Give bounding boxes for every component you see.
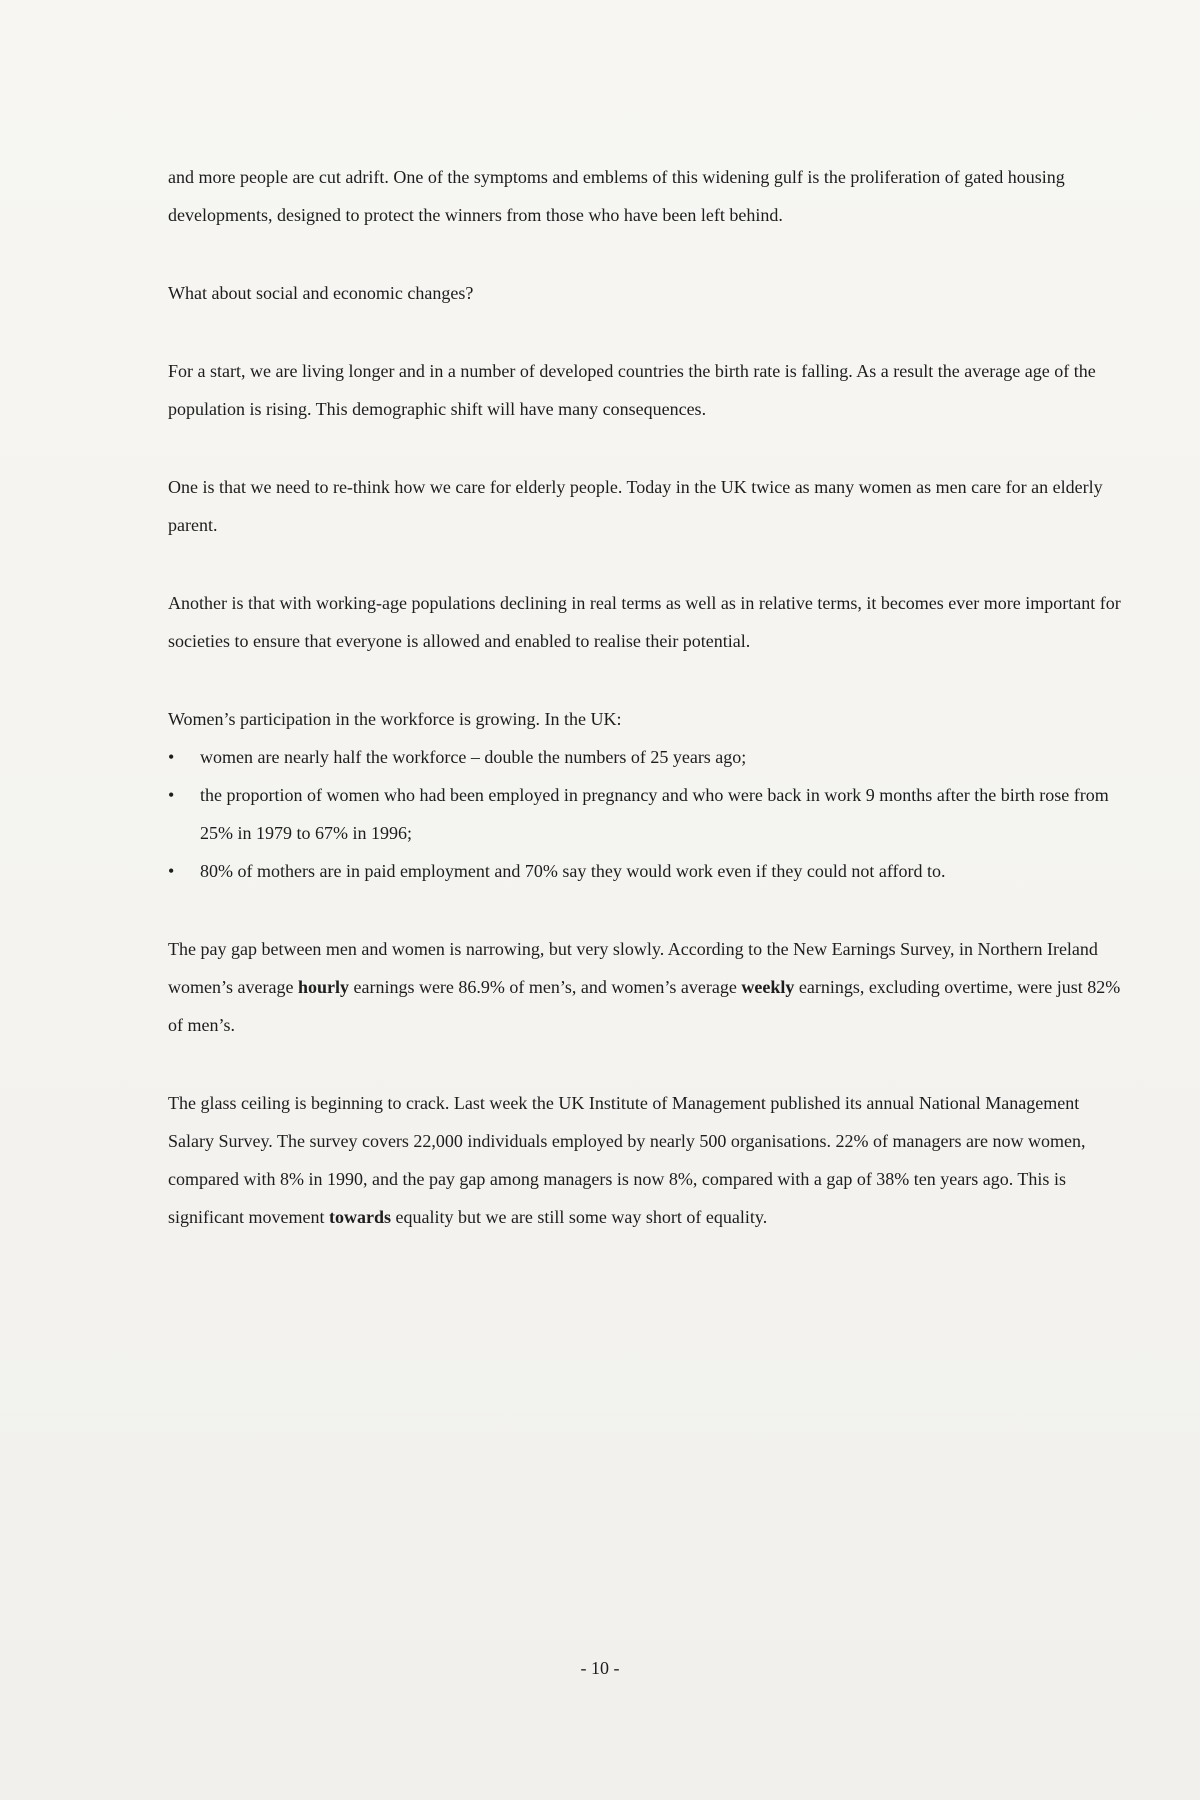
paragraph-working-age: Another is that with working-age populations declining in real terms as well as in relative terms, it becomes ever more important for societies to ensure that everyone is allowed and enabled to realise their potential. <box>168 593 1121 651</box>
pay-gap-bold-weekly: weekly <box>741 977 795 997</box>
paragraph-women-participation: Women’s participation in the workforce is growing. In the UK: <box>168 709 622 729</box>
list-item <box>168 852 1128 890</box>
list-item <box>168 776 1128 852</box>
list-item-text: the proportion of women who had been employed in pregnancy and who were back in work 9 months after the birth rose from 25% in 1979 to 67% in 1996; <box>200 785 1109 843</box>
document-body <box>168 158 1128 1276</box>
list-item-text: 80% of mothers are in paid employment and 70% say they would work even if they could not afford to. <box>200 861 946 881</box>
women-workforce-list <box>168 738 1128 890</box>
page-number: - 10 - <box>580 1658 620 1678</box>
glass-ceiling-text-2: equality but we are still some way short of equality. <box>390 1207 768 1227</box>
paragraph-gated-housing: and more people are cut adrift. One of the symptoms and emblems of this widening gulf is the proliferation of gated housing developments, designed to protect the winners from those who have been left behind. <box>168 167 1065 225</box>
bullet-icon: • <box>168 747 175 767</box>
paragraph-elderly-care: One is that we need to re-think how we care for elderly people. Today in the UK twice as many women as men care for an elderly parent. <box>168 477 1103 535</box>
paragraph-glass-ceiling <box>168 1084 1128 1236</box>
pay-gap-text-2: earnings were 86.9% of men’s, and women’s average <box>348 977 742 997</box>
bullet-icon: • <box>168 785 175 805</box>
glass-ceiling-bold-towards: towards <box>328 1207 391 1227</box>
glass-ceiling-text-1: The glass ceiling is beginning to crack. Last week the UK Institute of Management published its annual National Management Salary Survey. The survey covers 22,000 individuals employed by nearly 500 organisations. 22% of managers are now women, compared with 8% in 1990, and the pay gap among managers is now 8%, compared with a gap of 38% ten years ago. This is significant movement <box>168 1093 1086 1227</box>
pay-gap-bold-hourly: hourly <box>297 977 349 997</box>
list-item <box>168 738 1128 776</box>
pay-gap-text-1: The pay gap between men and women is narrowing, but very slowly. According to the New Earnings Survey, in Northern Ireland women’s average <box>168 939 1098 997</box>
paragraph-social-economic-question: What about social and economic changes? <box>168 283 474 303</box>
list-item-text: women are nearly half the workforce – double the numbers of 25 years ago; <box>200 747 747 767</box>
paragraph-pay-gap <box>168 930 1128 1044</box>
pay-gap-text-3: earnings, excluding overtime, were just 82% of men’s. <box>168 977 1121 1035</box>
paragraph-demographic-shift: For a start, we are living longer and in a number of developed countries the birth rate is falling. As a result the average age of the population is rising. This demographic shift will have many consequences. <box>168 361 1096 419</box>
bullet-icon: • <box>168 861 175 881</box>
